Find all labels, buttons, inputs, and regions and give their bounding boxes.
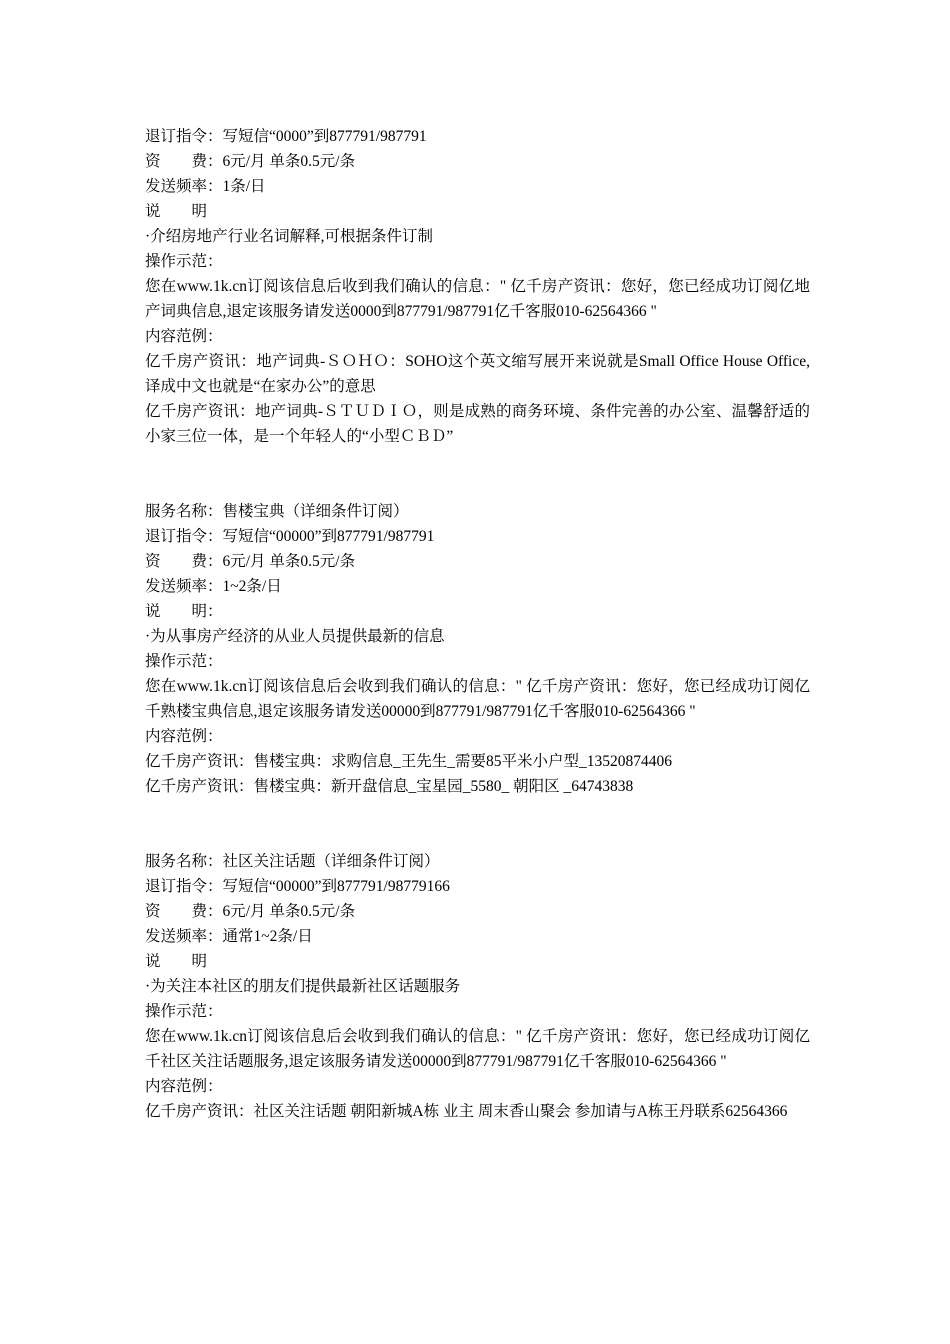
description-label: 说 明： (145, 603, 223, 620)
service-section-1 (145, 124, 810, 449)
description-text: ·为关注本社区的朋友们提供最新社区话题服务 (145, 978, 461, 995)
description-label: 说 明 (145, 953, 208, 970)
service-section-2 (145, 499, 810, 799)
content-example-2: 亿千房产资讯：售楼宝典：新开盘信息_宝星园_5580_ 朝阳区 _64743838 (145, 778, 634, 795)
content-example-label: 内容范例： (145, 1078, 223, 1095)
operation-text: 您在www.1k.cn订阅该信息后会收到我们确认的信息：" 亿千房产资讯：您好，您已经成功订阅亿千社区关注话题服务,退定该服务请发送00000到877791/987791亿千客服010-62564366 " (145, 1028, 810, 1070)
send-frequency: 发送频率：1~2条/日 (145, 578, 282, 595)
send-frequency: 发送频率：通常1~2条/日 (145, 928, 313, 945)
operation-label: 操作示范： (145, 1003, 223, 1020)
unsubscribe-command: 退订指令：写短信“0000”到877791/987791 (145, 128, 427, 145)
operation-text: 您在www.1k.cn订阅该信息后收到我们确认的信息：" 亿千房产资讯：您好，您已经成功订阅亿地产词典信息,退定该服务请发送0000到877791/987791亿千客服010-62564366 " (145, 278, 810, 320)
operation-text: 您在www.1k.cn订阅该信息后会收到我们确认的信息：" 亿千房产资讯：您好，您已经成功订阅亿千熟楼宝典信息,退定该服务请发送00000到877791/987791亿千客服010-62564366 " (145, 678, 810, 720)
fee: 资 费：6元/月 单条0.5元/条 (145, 903, 356, 920)
fee: 资 费：6元/月 单条0.5元/条 (145, 153, 356, 170)
content-example-label: 内容范例： (145, 328, 223, 345)
content-example-1: 亿千房产资讯：社区关注话题 朝阳新城A栋 业主 周末香山聚会 参加请与A栋王丹联系62564366 (145, 1103, 788, 1120)
unsubscribe-command: 退订指令：写短信“00000”到877791/98779166 (145, 878, 450, 895)
content-example-2: 亿千房产资讯：地产词典-ＳＴＵＤＩＯ，则是成熟的商务环境、条件完善的办公室、温馨舒适的小家三位一体，是一个年轻人的“小型ＣＢＤ” (145, 403, 810, 445)
unsubscribe-command: 退订指令：写短信“00000”到877791/987791 (145, 528, 435, 545)
operation-label: 操作示范： (145, 253, 223, 270)
description-text: ·介绍房地产行业名词解释,可根据条件订制 (145, 228, 434, 245)
description-text: ·为从事房产经济的从业人员提供最新的信息 (145, 628, 445, 645)
document-page (145, 124, 810, 1124)
service-name: 服务名称：社区关注话题（详细条件订阅） (145, 853, 440, 870)
description-label: 说 明 (145, 203, 208, 220)
content-example-label: 内容范例： (145, 728, 223, 745)
content-example-1: 亿千房产资讯：售楼宝典：求购信息_王先生_需要85平米小户型_13520874406 (145, 753, 673, 770)
section-spacer (145, 799, 810, 849)
section-spacer (145, 449, 810, 499)
operation-label: 操作示范： (145, 653, 223, 670)
service-section-3 (145, 849, 810, 1124)
send-frequency: 发送频率：1条/日 (145, 178, 266, 195)
content-example-1: 亿千房产资讯：地产词典-ＳＯＨＯ：SOHO这个英文缩写展开来说就是Small Office House Office,译成中文也就是“在家办公”的意思 (145, 353, 810, 395)
service-name: 服务名称：售楼宝典（详细条件订阅） (145, 503, 409, 520)
fee: 资 费：6元/月 单条0.5元/条 (145, 553, 356, 570)
